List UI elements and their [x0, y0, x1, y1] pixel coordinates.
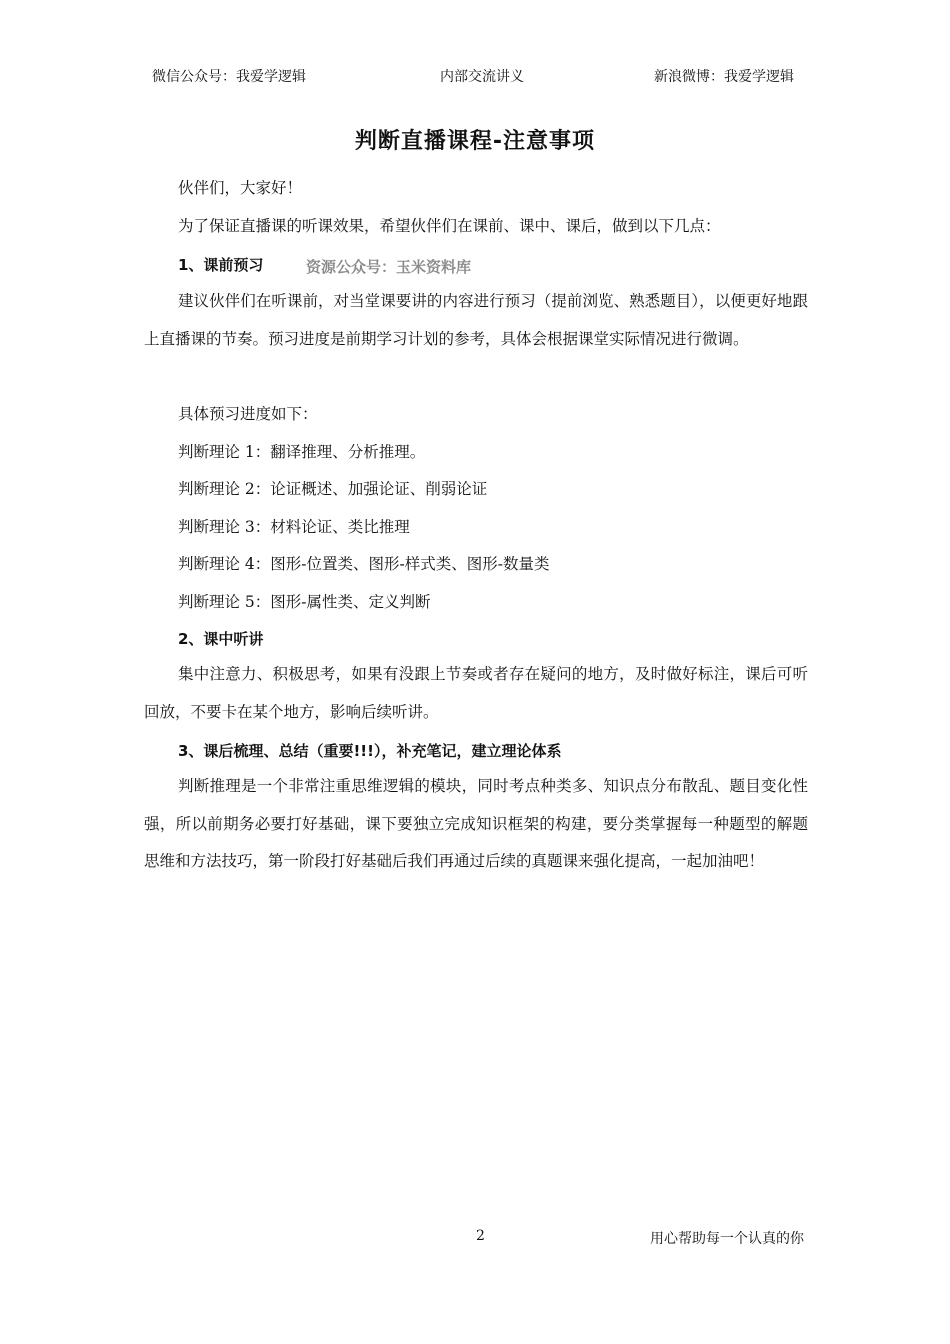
schedule-item: 判断理论 2：论证概述、加强论证、削弱论证 — [178, 480, 488, 498]
section3-heading: 3、课后梳理、总结（重要!!!），补充笔记，建立理论体系 — [178, 742, 562, 760]
page-number: 2 — [476, 1228, 485, 1244]
section3-paragraph: 判断推理是一个非常注重思维逻辑的模块，同时考点种类多、知识点分布散乱、题目变化性强，所以前期务必要打好基础，课下要独立完成知识框架的构建，要分类掌握每一种题型的解题思维和方法技巧，第一阶段打好基础后我们再通过后续的真题课来强化提高，一起加油吧！ — [144, 777, 808, 870]
schedule-intro: 具体预习进度如下： — [178, 405, 318, 423]
header-wechat: 微信公众号：我爱学逻辑 — [152, 69, 306, 85]
footer-slogan: 用心帮助每一个认真的你 — [650, 1231, 804, 1247]
schedule-item: 判断理论 5：图形-属性类、定义判断 — [178, 593, 431, 611]
section1-heading: 1、课前预习 — [178, 256, 264, 274]
section2-paragraph: 集中注意力、积极思考，如果有没跟上节奏或者存在疑问的地方，及时做好标注，课后可听回放，不要卡在某个地方，影响后续听讲。 — [144, 665, 808, 721]
page-title: 判断直播课程-注意事项 — [354, 129, 596, 154]
watermark: 资源公众号：玉米资料库 — [306, 258, 472, 276]
schedule-item: 判断理论 1：翻译推理、分析推理。 — [178, 443, 426, 461]
header-label: 内部交流讲义 — [440, 69, 524, 85]
greeting: 伙伴们，大家好！ — [178, 179, 303, 197]
header-weibo: 新浪微博：我爱学逻辑 — [654, 69, 794, 85]
section2-heading: 2、课中听讲 — [178, 630, 264, 648]
schedule-item: 判断理论 3：材料论证、类比推理 — [178, 518, 410, 536]
section1-paragraph: 建议伙伴们在听课前，对当堂课要讲的内容进行预习（提前浏览、熟悉题目），以便更好地跟上直播课的节奏。预习进度是前期学习计划的参考，具体会根据课堂实际情况进行微调。 — [144, 292, 808, 348]
schedule-item: 判断理论 4：图形-位置类、图形-样式类、图形-数量类 — [178, 555, 550, 573]
intro: 为了保证直播课的听课效果，希望伙伴们在课前、课中、课后，做到以下几点： — [178, 217, 721, 235]
